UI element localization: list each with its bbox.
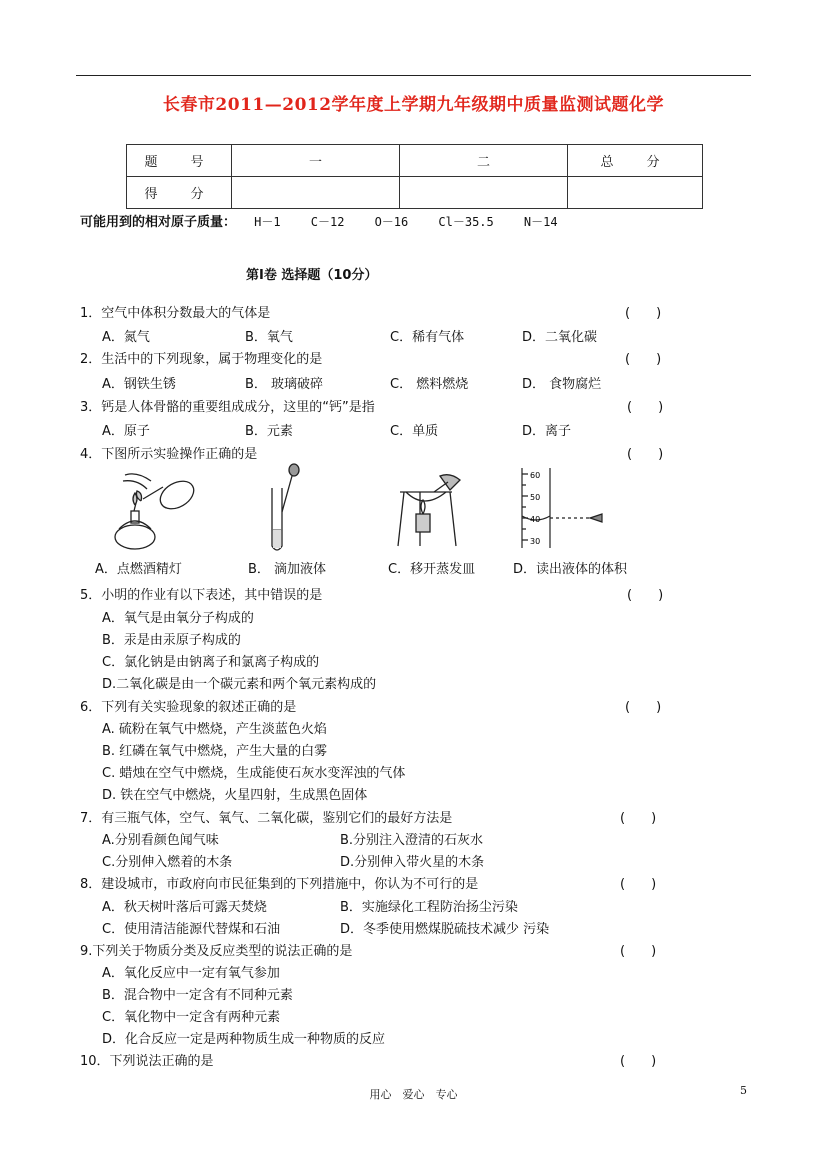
question-8-option-a: A．秋天树叶落后可露天焚烧 (102, 900, 267, 915)
question-2-option-d: D． 食物腐烂 (522, 377, 602, 392)
score-cell-part2: 二 (400, 145, 568, 177)
question-9-stem: 9.下列关于物质分类及反应类型的说法正确的是 (80, 944, 353, 959)
score-entry-total[interactable] (568, 177, 703, 209)
question-1-option-b: B．氧气 (245, 330, 293, 345)
question-4-stem: 4．下图所示实验操作正确的是 (80, 447, 258, 462)
dropper-test-tube-figure (258, 458, 308, 558)
question-9-answer-bracket[interactable]: ( ) (620, 944, 657, 959)
score-entry-part1[interactable] (232, 177, 400, 209)
question-8-stem: 8．建设城市，市政府向市民征集到的下列措施中，你认为不可行的是 (80, 877, 479, 892)
question-8-option-b: B．实施绿化工程防治扬尘污染 (340, 900, 518, 915)
score-cell-total: 总 分 (568, 145, 703, 177)
page-title: 长春市2011—2012学年度上学期九年级期中质量监测试题化学 (162, 95, 665, 115)
cylinder-tick-label: 60 (530, 471, 541, 480)
question-7-option-a: A.分别看颜色闻气味 (102, 833, 219, 848)
question-4-option-d: D．读出液体的体积 (513, 562, 628, 577)
question-8-option-c: C．使用清洁能源代替煤和石油 (102, 922, 281, 937)
evaporating-dish-figure (390, 470, 470, 550)
header-rule (76, 75, 751, 76)
question-6-answer-bracket[interactable]: ( ) (625, 700, 662, 715)
question-9-option-a: A．氧化反应中一定有氧气参加 (102, 966, 280, 981)
question-5-option-d: D.二氧化碳是由一个碳元素和两个氧元素构成的 (102, 677, 377, 692)
score-entry-part2[interactable] (400, 177, 568, 209)
cylinder-tick-label: 50 (530, 493, 541, 502)
atomic-mass-o: O－16 (374, 215, 409, 229)
score-cell-label: 题 号 (127, 145, 232, 177)
question-9-option-d: D．化合反应一定是两种物质生成一种物质的反应 (102, 1032, 386, 1047)
graduated-cylinder-figure (510, 462, 620, 552)
question-4-option-a: A．点燃酒精灯 (95, 562, 182, 577)
page-number: 5 (740, 1084, 747, 1097)
question-5-option-b: B．汞是由汞原子构成的 (102, 633, 241, 648)
cylinder-tick-label: 40 (530, 515, 541, 524)
question-7-answer-bracket[interactable]: ( ) (620, 811, 657, 826)
question-2-option-b: B． 玻璃破碎 (245, 377, 324, 392)
question-7-option-c: C.分别伸入燃着的木条 (102, 855, 233, 870)
cylinder-tick-label: 30 (530, 537, 541, 546)
question-7-option-b: B.分别注入澄清的石灰水 (340, 833, 484, 848)
atomic-mass-c: C－12 (310, 215, 345, 229)
question-9-option-c: C．氧化物中一定含有两种元素 (102, 1010, 281, 1025)
atomic-mass-h: H－1 (254, 215, 281, 229)
atomic-mass-n: N－14 (523, 215, 558, 229)
question-2-stem: 2．生活中的下列现象，属于物理变化的是 (80, 352, 323, 367)
question-3-option-a: A．原子 (102, 424, 150, 439)
question-8-answer-bracket[interactable]: ( ) (620, 877, 657, 892)
question-3-answer-bracket[interactable]: ( ) (627, 400, 664, 415)
question-2-option-a: A．钢铁生锈 (102, 377, 176, 392)
score-cell-part1: 一 (232, 145, 400, 177)
question-3-option-c: C．单质 (390, 424, 439, 439)
question-5-option-c: C．氯化钠是由钠离子和氯离子构成的 (102, 655, 320, 670)
question-6-option-d: D. 铁在空气中燃烧，火星四射，生成黑色固体 (102, 788, 368, 803)
score-table-header-row (127, 145, 703, 177)
atomic-masses-label: 可能用到的相对原子质量： (80, 215, 237, 230)
question-5-option-a: A．氧气是由氧分子构成的 (102, 611, 254, 626)
page-footer: 用心 爱心 专心 (369, 1088, 458, 1101)
score-row-label: 得 分 (127, 177, 232, 209)
question-6-option-c: C. 蜡烛在空气中燃烧，生成能使石灰水变浑浊的气体 (102, 766, 406, 781)
section-title: 第Ⅰ卷 选择题（10分） (246, 268, 378, 283)
question-2-option-c: C． 燃料燃烧 (390, 377, 469, 392)
question-1-option-c: C．稀有气体 (390, 330, 465, 345)
score-table (126, 144, 703, 209)
question-1-answer-bracket[interactable]: ( ) (625, 306, 662, 321)
question-1-option-a: A．氮气 (102, 330, 150, 345)
atomic-mass-cl: Cl－35.5 (438, 215, 494, 229)
alcohol-lamp-figure (105, 465, 205, 555)
question-3-option-d: D．离子 (522, 424, 572, 439)
question-1-option-d: D．二氧化碳 (522, 330, 598, 345)
question-3-stem: 3．钙是人体骨骼的重要组成成分，这里的“钙”是指 (80, 400, 375, 415)
question-2-answer-bracket[interactable]: ( ) (625, 352, 662, 367)
question-7-option-d: D.分别伸入带火星的木条 (340, 855, 485, 870)
question-9-option-b: B．混合物中一定含有不同种元素 (102, 988, 293, 1003)
atomic-masses-line (80, 211, 584, 230)
question-1-stem: 1．空气中体积分数最大的气体是 (80, 306, 271, 321)
question-10-answer-bracket[interactable]: ( ) (620, 1054, 657, 1069)
question-8-option-d: D．冬季使用燃煤脱硫技术减少 污染 (340, 922, 550, 937)
question-5-answer-bracket[interactable]: ( ) (627, 588, 664, 603)
question-5-stem: 5．小明的作业有以下表述，其中错误的是 (80, 588, 323, 603)
question-4-option-b: B． 滴加液体 (248, 562, 327, 577)
question-3-option-b: B．元素 (245, 424, 293, 439)
question-10-stem: 10．下列说法正确的是 (80, 1054, 214, 1069)
question-6-option-b: B. 红磷在氧气中燃烧，产生大量的白雾 (102, 744, 328, 759)
question-7-stem: 7．有三瓶气体，空气、氧气、二氧化碳，鉴别它们的最好方法是 (80, 811, 453, 826)
question-6-stem: 6．下列有关实验现象的叙述正确的是 (80, 700, 297, 715)
question-4-option-c: C．移开蒸发皿 (388, 562, 476, 577)
question-6-option-a: A. 硫粉在氧气中燃烧，产生淡蓝色火焰 (102, 722, 327, 737)
score-table-score-row (127, 177, 703, 209)
question-4-answer-bracket[interactable]: ( ) (627, 447, 664, 462)
